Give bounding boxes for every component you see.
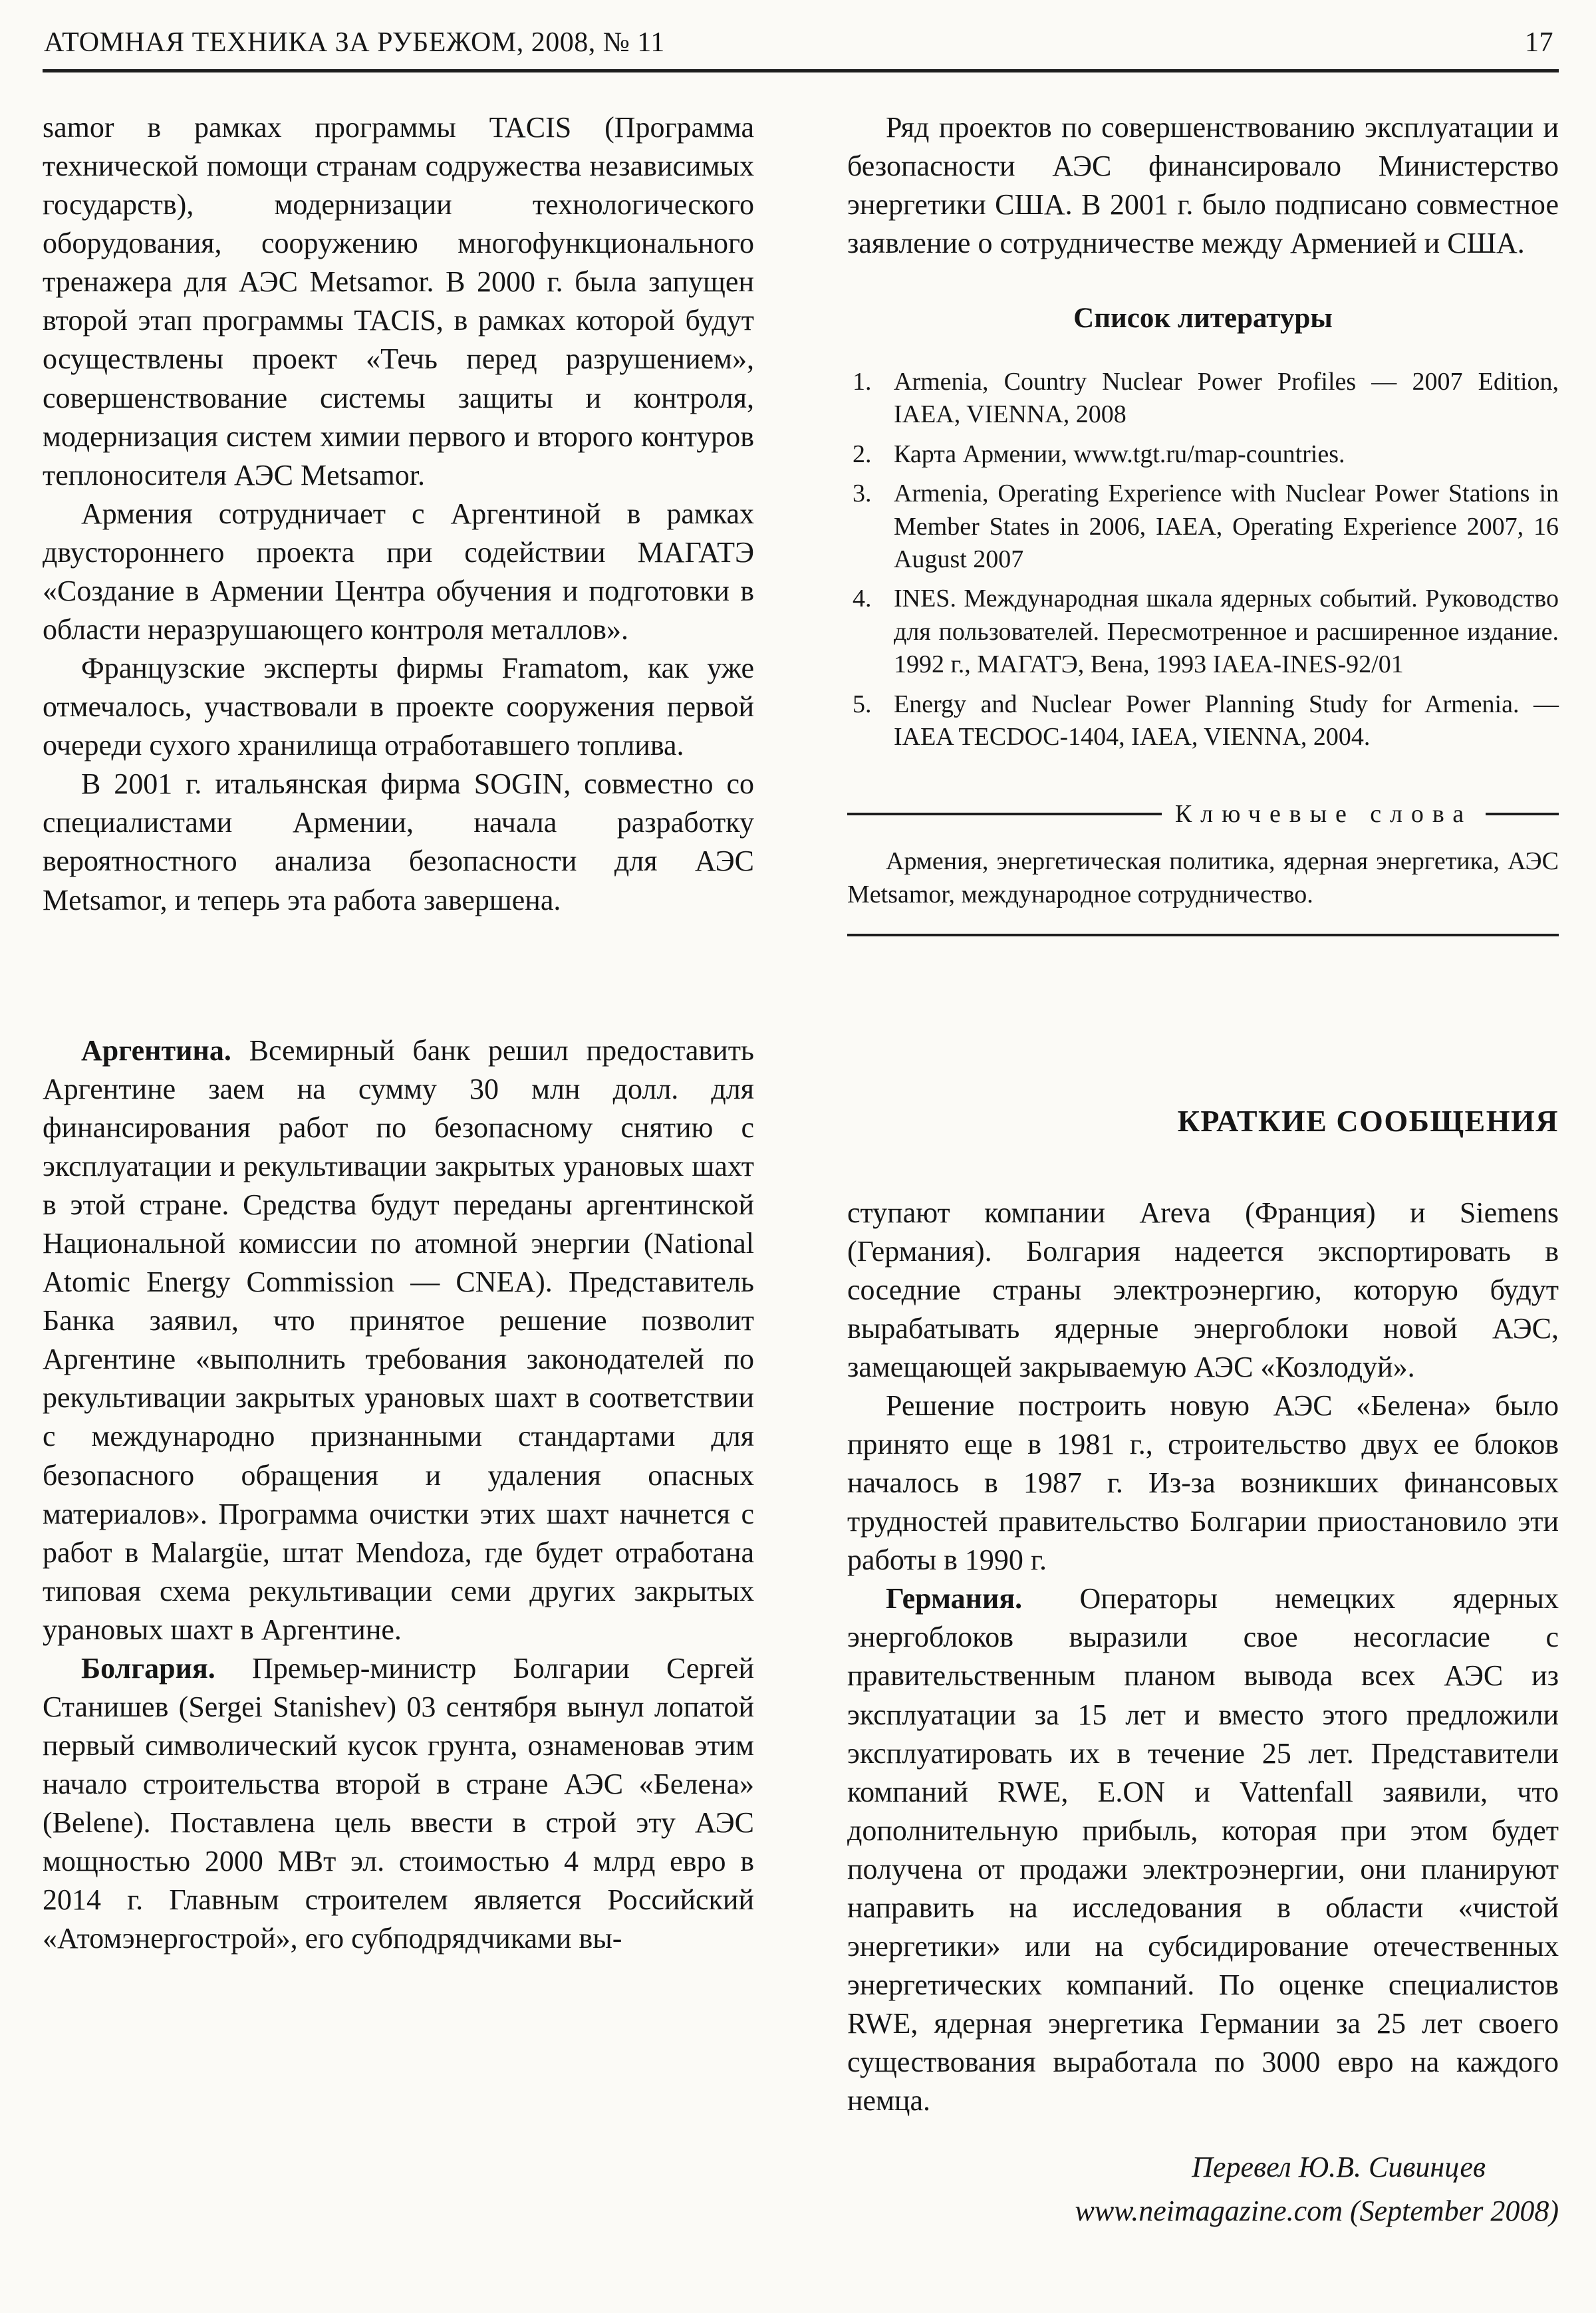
- section-heading-brief-reports: КРАТКИЕ СООБЩЕНИЯ: [1177, 1103, 1559, 1138]
- briefs-left-block: [43, 1031, 754, 1959]
- keywords-text: Армения, энергетическая политика, ядерная энергетика, АЭС Metsamor, международное сотрудничество.: [847, 847, 1559, 908]
- left-column: [43, 108, 754, 2233]
- translator-credit: Перевел Ю.В. Сивинцев: [1192, 2151, 1486, 2184]
- keywords-divider: [847, 797, 1559, 831]
- briefs-right-block: [847, 1194, 1559, 2121]
- reference-number: 4.: [853, 585, 872, 613]
- paragraph: В 2001 г. итальянская фирма SOGIN, совместно со специалистами Армении, начала разработку вероятностного анализа безопасности для АЭС Metsamor, и теперь эта работа завершена.: [43, 767, 754, 916]
- right-column: [847, 108, 1559, 2233]
- paragraph: Французские эксперты фирмы Framatom, как уже отмечалось, участвовали в проекте сооружения первой очереди сухого хранилища отработавшего топлива.: [43, 652, 754, 762]
- article-continuation: [43, 108, 754, 920]
- country-lead: Аргентина.: [81, 1033, 231, 1067]
- reference-item: [847, 366, 1559, 432]
- reference-text: Карта Армении, www.tgt.ru/map-countries.: [894, 440, 1345, 468]
- keywords-rule-right: [1486, 813, 1559, 815]
- paragraph: Армения сотрудничает с Аргентиной в рамках двустороннего проекта при содействии МАГАТЭ «Создание в Армении Центра обучения и подготовки в области неразрушающего контроля металлов».: [43, 497, 754, 646]
- keywords-bottom-rule: [847, 934, 1559, 936]
- reference-number: 1.: [853, 368, 872, 396]
- keywords-label: Ключевые слова: [1174, 800, 1472, 829]
- paragraph-text: Премьер-министр Болгарии Сергей Станишев (Sergei Stanishev) 03 сентября вынул лопатой первый символический кусок грунта, ознаменовав этим начало строительства второй в стране АЭС «Белена» (Belene). Поставлена цель ввести в строй эту АЭС мощностью 2000 МВт эл. стоимостью 4 млрд евро в 2014 г. Главным строителем является Российский «Атомэнергострой», его субподрядчиками вы-: [43, 1651, 754, 1955]
- journal-title: АТОМНАЯ ТЕХНИКА ЗА РУБЕЖОМ, 2008, № 11: [44, 27, 665, 58]
- reference-number: 3.: [853, 479, 872, 508]
- page-number: 17: [1525, 27, 1553, 58]
- reference-item: [847, 438, 1559, 471]
- reference-item: [847, 583, 1559, 681]
- references-list: [847, 366, 1559, 753]
- paragraph: [43, 1031, 754, 1649]
- reference-text: Armenia, Country Nuclear Power Profiles — 2007 Edition, IAEA, VIENNA, 2008: [894, 368, 1559, 429]
- references-heading: Список литературы: [1073, 303, 1333, 335]
- source-credit: www.neimagazine.com (September 2008): [1075, 2195, 1559, 2228]
- paragraph: [43, 1649, 754, 1959]
- paragraph: Решение построить новую АЭС «Белена» было принято еще в 1981 г., строительство двух ее блоков началось в 1987 г. Из-за возникших финансовых трудностей правительство Болгарии приостановило эти работы в 1990 г.: [847, 1389, 1559, 1577]
- credits-block: [847, 2145, 1559, 2233]
- paragraph: [847, 1579, 1559, 2120]
- page-header: [43, 23, 1559, 72]
- reference-item: [847, 477, 1559, 576]
- reference-text: Armenia, Operating Experience with Nuclear Power Stations in Member States in 2006, IAEA, Operating Experience 2007, 16 August 2007: [894, 479, 1559, 574]
- country-lead: Болгария.: [81, 1651, 215, 1685]
- paragraph: samor в рамках программы TACIS (Программа технической помощи странам содружества независимых государств), модернизации технологического оборудования, сооружению многофункционального тренажера для АЭС Metsamor. В 2000 г. была запущен второй этап программы TACIS, в рамках которой будут осуществлены проект «Течь перед разрушением», совершенствование системы защиты и контроля, модернизация систем химии первого и второго контуров теплоносителя АЭС Metsamor.: [43, 111, 754, 491]
- paragraph: Ряд проектов по совершенствованию эксплуатации и безопасности АЭС финансировало Министерство энергетики США. В 2001 г. было подписано совместное заявление о сотрудничестве между Арменией и США.: [847, 111, 1559, 260]
- paragraph-text: Операторы немецких ядерных энергоблоков выразили свое несогласие с правительственным планом вывода всех АЭС из эксплуатации за 15 лет и вместо этого предложили эксплуатировать их в течение 25 лет. Представители компаний RWE, E.ON и Vattenfall заявили, что дополнительную прибыль, которая при этом будет получена от продажи электроэнергии, они планируют направить на исследования в области «чистой энергетики» или на субсидирование отечественных энергетических компаний. По оценке специалистов RWE, ядерная энергетика Германии за 25 лет своего существования выработала по 3000 евро на каждого немца.: [847, 1582, 1559, 2117]
- reference-number: 2.: [853, 440, 872, 468]
- keywords-rule-left: [847, 813, 1162, 815]
- paragraph-text: Всемирный банк решил предоставить Аргентине заем на сумму 30 млн долл. для финансирования работ по безопасному снятию с эксплуатации и рекультивации закрытых урановых шахт в этой стране. Средства будут переданы аргентинской Национальной комиссии по атомной энергии (National Atomic Energy Commission — CNEA). Представитель Банка заявил, что принятое решение позволит Аргентине «выполнить требования законодателей по рекультивации закрытых урановых шахт в соответствии с международно признанными стандартами для безопасного обращения и удаления опасных материалов». Программа очистки этих шахт начнется с работ в Malargüe, штат Mendoza, где будет отработана типовая схема рекультивации семи других закрытых урановых шахт в Аргентине.: [43, 1033, 754, 1646]
- reference-text: Energy and Nuclear Power Planning Study for Armenia. — IAEA TECDOC-1404, IAEA, VIENNA, 2004.: [894, 690, 1559, 751]
- country-lead: Германия.: [886, 1582, 1023, 1615]
- two-column-body: [43, 108, 1559, 2233]
- paragraph: ступают компании Areva (Франция) и Siemens (Германия). Болгария надеется экспортировать в соседние страны электроэнергию, которую будут вырабатывать ядерные энергоблоки новой АЭС, замещающей закрываемую АЭС «Козлодуй».: [847, 1196, 1559, 1383]
- reference-number: 5.: [853, 690, 872, 718]
- reference-item: [847, 688, 1559, 754]
- reference-text: INES. Международная шкала ядерных событий. Руководство для пользователей. Пересмотренное и расширенное издание. 1992 г., МАГАТЭ, Вена, 1993 IAEA-INES-92/01: [894, 585, 1559, 679]
